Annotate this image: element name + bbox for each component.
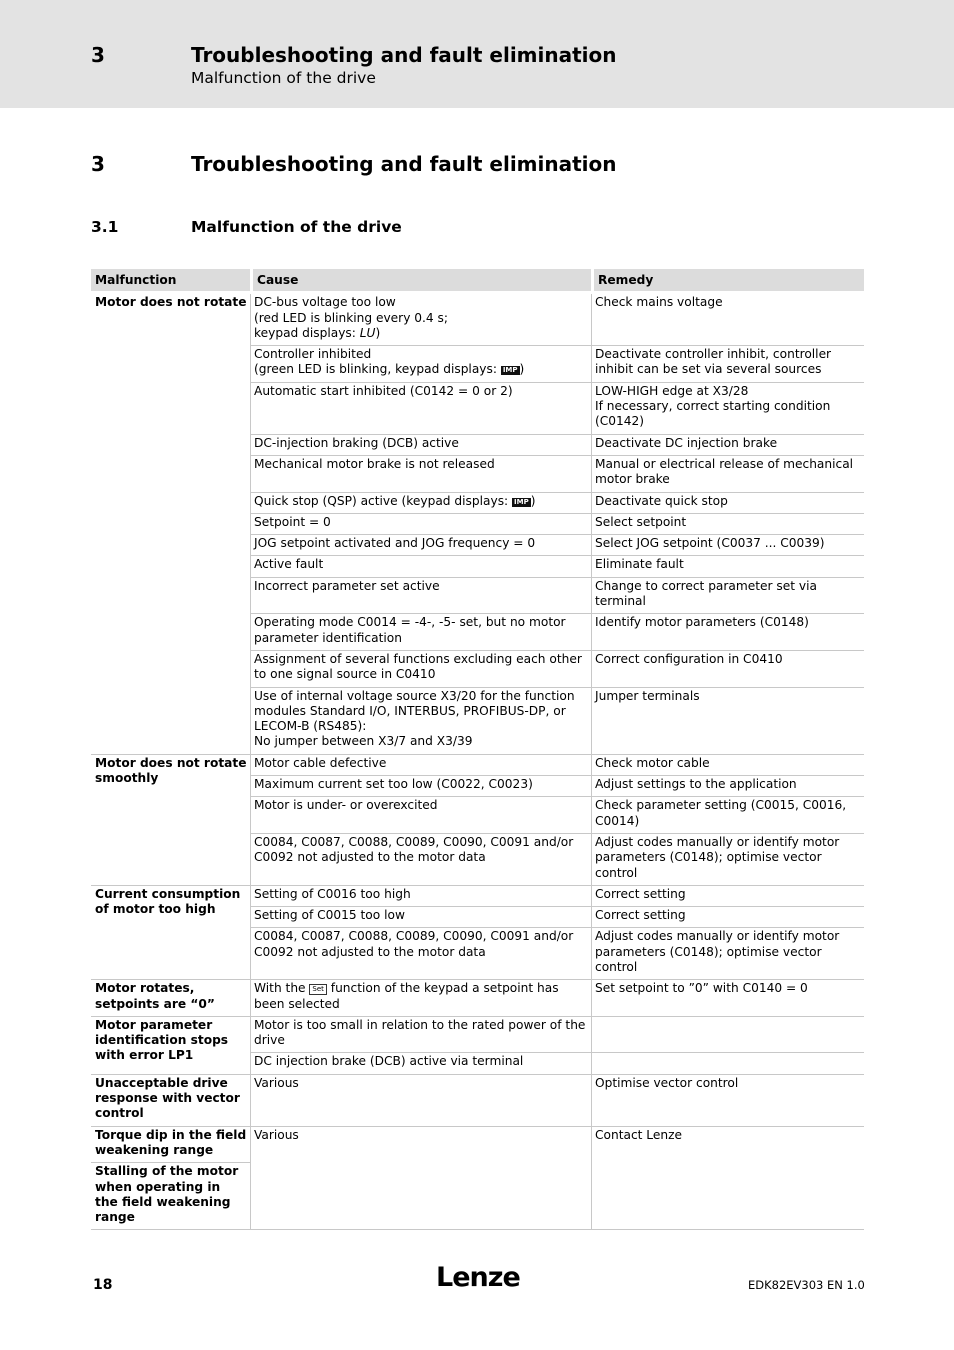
remedy-cell: Check mains voltage xyxy=(591,294,864,346)
remedy-cell: Eliminate fault xyxy=(591,556,864,577)
remedy-cell: Check motor cable xyxy=(591,755,864,776)
remedy-cell: Adjust codes manually or identify motor parameters (C0148); optimise vector control xyxy=(591,834,864,886)
cause-cell: Maximum current set too low (C0022, C0023) xyxy=(250,776,591,797)
cause-text: keypad displays: xyxy=(254,325,360,340)
malfunction-cell: Stalling of the motor when operating in the field weakening range xyxy=(91,1163,250,1230)
column-header-remedy: Remedy xyxy=(591,269,864,294)
display-code: LU xyxy=(359,325,376,340)
remedy-cell: Contact Lenze xyxy=(591,1127,864,1231)
remedy-cell: Deactivate controller inhibit, controller inhibit can be set via several sources xyxy=(591,346,864,383)
cause-line: Use of internal voltage source X3/20 for the function modules Standard I/O, INTERBUS, PROFIBUS-DP, or LECOM-B (RS485): xyxy=(254,688,575,734)
remedy-line: LOW-HIGH edge at X3/28 xyxy=(595,383,749,398)
cause-line: DC-bus voltage too low xyxy=(254,295,396,310)
cause-inline xyxy=(254,981,588,1012)
remedy-cell: Correct setting xyxy=(591,886,864,907)
remedy-cell xyxy=(591,1017,864,1054)
cause-cell: Motor is too small in relation to the rated power of the drive xyxy=(250,1017,591,1054)
cause-inline xyxy=(254,326,588,341)
document-id: EDK82EV303 EN 1.0 xyxy=(748,1278,865,1292)
table-row xyxy=(91,1017,864,1054)
remedy-cell: Deactivate quick stop xyxy=(591,493,864,514)
cause-cell: Incorrect parameter set active xyxy=(250,578,591,615)
cause-cell xyxy=(250,688,591,755)
table-body xyxy=(91,294,864,1230)
cause-cell xyxy=(250,294,591,346)
cause-cell: Setting of C0016 too high xyxy=(250,886,591,907)
malfunction-cell: Motor does not rotate xyxy=(91,294,250,754)
malfunction-cell: Current consumption of motor too high xyxy=(91,886,250,980)
cause-line: (red LED is blinking every 0.4 s; xyxy=(254,310,448,325)
header-chapter-title: Troubleshooting and fault elimination xyxy=(191,43,617,67)
cause-text: Quick stop (QSP) active (keypad displays: xyxy=(254,493,513,508)
heading1-number: 3 xyxy=(91,152,105,176)
column-header-cause: Cause xyxy=(250,269,591,294)
remedy-cell: Correct setting xyxy=(591,907,864,928)
table-header-row xyxy=(91,269,864,294)
remedy-cell: Manual or electrical release of mechanical motor brake xyxy=(591,456,864,493)
malfunction-table xyxy=(91,269,864,1230)
table-row xyxy=(91,886,864,907)
cause-text: ) xyxy=(519,362,525,377)
cause-cell: DC-injection braking (DCB) active xyxy=(250,435,591,456)
remedy-cell: Change to correct parameter set via terminal xyxy=(591,578,864,615)
cause-line: Controller inhibited xyxy=(254,347,372,362)
remedy-cell: Select setpoint xyxy=(591,514,864,535)
cause-cell xyxy=(250,346,591,383)
cause-cell: Motor cable defective xyxy=(250,755,591,776)
remedy-cell: Check parameter setting (C0015, C0016, C0014) xyxy=(591,797,864,834)
heading2-number: 3.1 xyxy=(91,218,119,236)
table-row xyxy=(91,294,864,346)
cause-cell: C0084, C0087, C0088, C0089, C0090, C0091 and/or C0092 not adjusted to the motor data xyxy=(250,834,591,886)
cause-cell: Various xyxy=(250,1075,591,1127)
cause-inline xyxy=(254,362,588,377)
cause-cell: Motor is under- or overexcited xyxy=(250,797,591,834)
remedy-cell: Adjust settings to the application xyxy=(591,776,864,797)
remedy-cell xyxy=(591,383,864,435)
remedy-cell: Adjust codes manually or identify motor parameters (C0148); optimise vector control xyxy=(591,928,864,980)
remedy-line: If necessary, correct starting condition (C0142) xyxy=(595,399,831,429)
header-band xyxy=(0,0,954,108)
remedy-cell: Select JOG setpoint (C0037 ... C0039) xyxy=(591,535,864,556)
remedy-cell: Jumper terminals xyxy=(591,688,864,755)
imp-key-icon: IMP xyxy=(514,497,529,506)
cause-cell: Assignment of several functions excluding each other to one signal source in C0410 xyxy=(250,651,591,688)
column-header-malfunction: Malfunction xyxy=(91,269,250,294)
set-key-icon: Set xyxy=(309,984,327,995)
cause-cell: Active fault xyxy=(250,556,591,577)
cause-cell: Setting of C0015 too low xyxy=(250,907,591,928)
malfunction-cell: Motor rotates, setpoints are “0” xyxy=(91,980,250,1017)
cause-text: With the xyxy=(254,981,310,996)
cause-cell: Automatic start inhibited (C0142 = 0 or 2) xyxy=(250,383,591,435)
imp-key-icon: IMP xyxy=(502,366,518,375)
header-section-title: Malfunction of the drive xyxy=(191,69,376,87)
table-row xyxy=(91,1127,864,1164)
cause-cell: Setpoint = 0 xyxy=(250,514,591,535)
cause-cell xyxy=(250,493,591,514)
cause-cell: Various xyxy=(250,1127,591,1231)
cause-cell: JOG setpoint activated and JOG frequency = 0 xyxy=(250,535,591,556)
cause-line: No jumper between X3/7 and X3/39 xyxy=(254,734,473,749)
table-row xyxy=(91,980,864,1017)
malfunction-cell: Torque dip in the field weakening range xyxy=(91,1127,250,1164)
header-chapter-number: 3 xyxy=(91,43,105,67)
cause-cell: C0084, C0087, C0088, C0089, C0090, C0091 and/or C0092 not adjusted to the motor data xyxy=(250,928,591,980)
remedy-cell: Optimise vector control xyxy=(591,1075,864,1127)
cause-inline xyxy=(254,494,588,509)
cause-cell: Operating mode C0014 = -4-, -5- set, but no motor parameter identification xyxy=(250,614,591,651)
cause-text: ) xyxy=(375,325,381,340)
malfunction-cell: Motor parameter identification stops with error LP1 xyxy=(91,1017,250,1075)
lenze-logo: Lenze xyxy=(436,1262,520,1293)
cause-cell xyxy=(250,980,591,1017)
remedy-cell: Identify motor parameters (C0148) xyxy=(591,614,864,651)
cause-cell: Mechanical motor brake is not released xyxy=(250,456,591,493)
remedy-cell: Deactivate DC injection brake xyxy=(591,435,864,456)
table-row xyxy=(91,755,864,776)
page-number: 18 xyxy=(93,1277,113,1293)
malfunction-cell: Unacceptable drive response with vector control xyxy=(91,1075,250,1127)
heading1-title: Troubleshooting and fault elimination xyxy=(191,152,617,176)
table-row xyxy=(91,1075,864,1127)
heading2-title: Malfunction of the drive xyxy=(191,218,402,236)
cause-text: function of the keypad a setpoint has been selected xyxy=(254,981,559,1011)
remedy-cell xyxy=(591,1053,864,1074)
malfunction-cell: Motor does not rotate smoothly xyxy=(91,755,250,886)
cause-text: ) xyxy=(530,493,536,508)
remedy-cell: Set setpoint to ”0” with C0140 = 0 xyxy=(591,980,864,1017)
remedy-cell: Correct configuration in C0410 xyxy=(591,651,864,688)
cause-cell: DC injection brake (DCB) active via terminal xyxy=(250,1053,591,1074)
cause-text: (green LED is blinking, keypad displays: xyxy=(254,362,501,377)
